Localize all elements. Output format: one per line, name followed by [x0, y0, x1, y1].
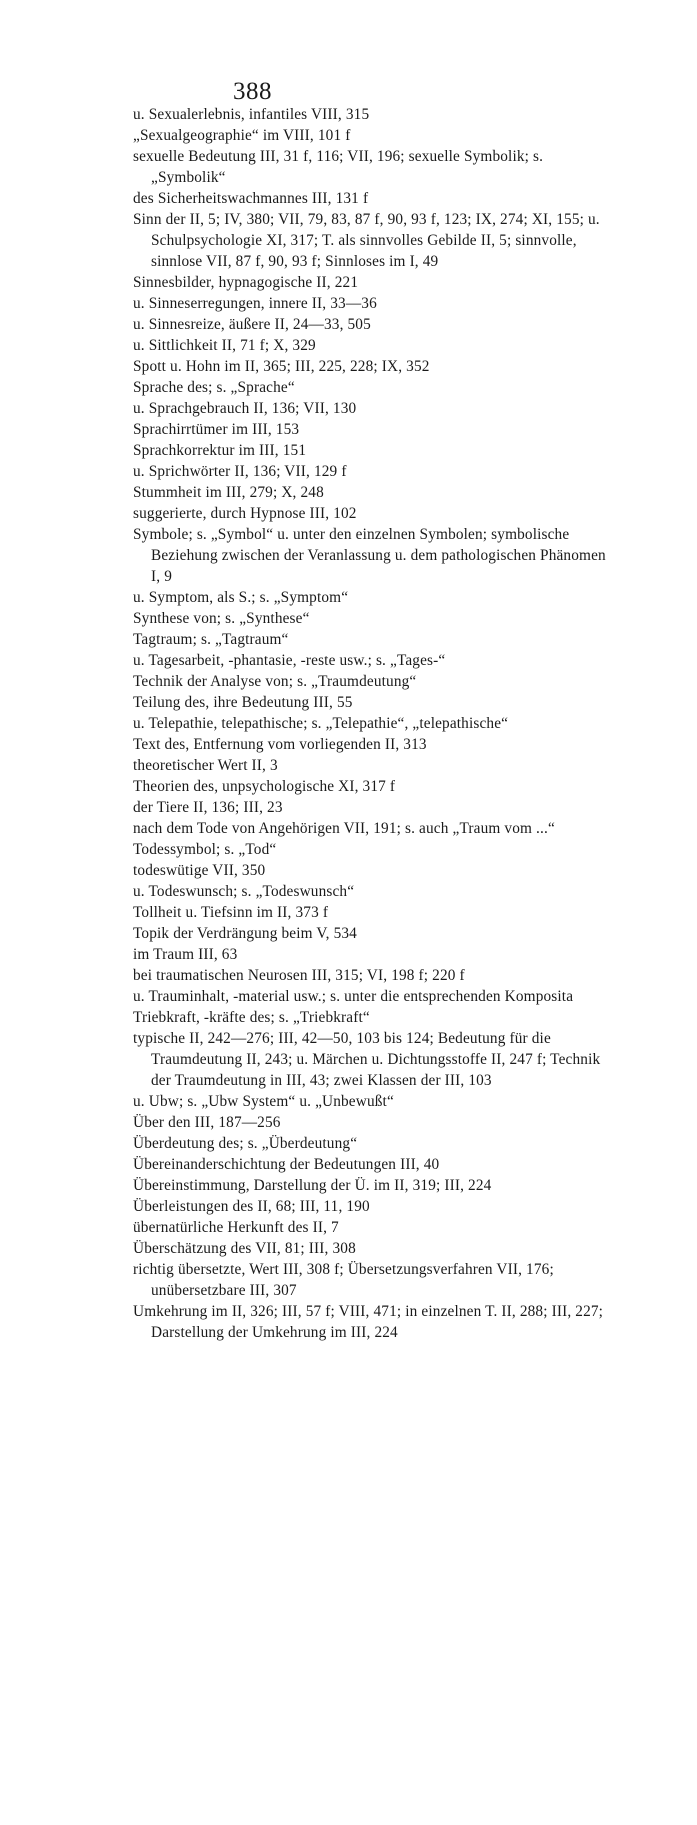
index-entry: bei traumatischen Neurosen III, 315; VI, 198 f; 220 f: [133, 967, 465, 984]
index-entry: Stummheit im III, 279; X, 248: [133, 484, 324, 501]
index-entry: Technik der Analyse von; s. „Traumdeutung“: [133, 673, 417, 690]
index-entry: u. Ubw; s. „Ubw System“ u. „Unbewußt“: [133, 1093, 394, 1110]
index-entry: Tollheit u. Tiefsinn im II, 373 f: [133, 904, 329, 921]
index-entry: Über den III, 187—256: [133, 1114, 281, 1131]
index-entry: Text des, Entfernung vom vorliegenden II, 313: [133, 736, 427, 753]
index-entry: u. Telepathie, telepathische; s. „Telepathie“, „telepathische“: [133, 715, 509, 732]
index-entry: Symbole; s. „Symbol“ u. unter den einzelnen Symbolen; symbolische Beziehung zwischen der Veranlassung u. dem pathologischen Phänomen I, 9: [133, 526, 606, 585]
index-entry: sexuelle Bedeutung III, 31 f, 116; VII, 196; sexuelle Symbolik; s. „Symbolik“: [133, 148, 544, 186]
index-entry: Topik der Verdrängung beim V, 534: [133, 925, 357, 942]
index-entry: Überdeutung des; s. „Überdeutung“: [133, 1135, 358, 1152]
index-entry: Übereinstimmung, Darstellung der Ü. im II, 319; III, 224: [133, 1177, 492, 1194]
index-entry: Todessymbol; s. „Tod“: [133, 841, 277, 858]
index-entry-list: [133, 104, 611, 1343]
index-entry: Teilung des, ihre Bedeutung III, 55: [133, 694, 353, 711]
index-entry: todeswütige VII, 350: [133, 862, 266, 879]
index-entry: Theorien des, unpsychologische XI, 317 f: [133, 778, 396, 795]
index-entry: richtig übersetzte, Wert III, 308 f; Übersetzungsverfahren VII, 176; unübersetzbare III, 307: [133, 1261, 554, 1299]
index-entry: Triebkraft, -kräfte des; s. „Triebkraft“: [133, 1009, 370, 1026]
index-entry: des Sicherheitswachmannes III, 131 f: [133, 190, 369, 207]
index-entry: u. Sexualerlebnis, infantiles VIII, 315: [133, 106, 370, 123]
index-entry: Spott u. Hohn im II, 365; III, 225, 228; IX, 352: [133, 358, 430, 375]
index-entry: der Tiere II, 136; III, 23: [133, 799, 283, 816]
index-entry: u. Sprachgebrauch II, 136; VII, 130: [133, 400, 357, 417]
index-entry: Synthese von; s. „Synthese“: [133, 610, 310, 627]
index-entry: übernatürliche Herkunft des II, 7: [133, 1219, 339, 1236]
index-entry: Sinnesbilder, hypnagogische II, 221: [133, 274, 359, 291]
index-entry: Überleistungen des II, 68; III, 11, 190: [133, 1198, 370, 1215]
index-entry: u. Sittlichkeit II, 71 f; X, 329: [133, 337, 316, 354]
index-entry: Sprachkorrektur im III, 151: [133, 442, 307, 459]
index-entry: u. Trauminhalt, -material usw.; s. unter die entsprechenden Komposita: [133, 988, 574, 1005]
index-entry: Sprache des; s. „Sprache“: [133, 379, 295, 396]
index-entry: theoretischer Wert II, 3: [133, 757, 278, 774]
index-entry: „Sexualgeographie“ im VIII, 101 f: [133, 127, 351, 144]
page-number: 388: [233, 78, 272, 105]
index-entry: suggerierte, durch Hypnose III, 102: [133, 505, 357, 522]
index-entry: u. Todeswunsch; s. „Todeswunsch“: [133, 883, 355, 900]
index-entry: Sprachirrtümer im III, 153: [133, 421, 300, 438]
index-entry: Übereinanderschichtung der Bedeutungen III, 40: [133, 1156, 440, 1173]
index-entry: Tagtraum; s. „Tagtraum“: [133, 631, 289, 648]
index-entry: Umkehrung im II, 326; III, 57 f; VIII, 471; in einzelnen T. II, 288; III, 227; Darstellung der Umkehrung im III, 224: [133, 1303, 604, 1341]
index-entry: u. Symptom, als S.; s. „Symptom“: [133, 589, 349, 606]
index-entry: u. Sinneserregungen, innere II, 33—36: [133, 295, 377, 312]
index-entry: Überschätzung des VII, 81; III, 308: [133, 1240, 356, 1257]
index-entry: u. Tagesarbeit, -phantasie, -reste usw.; s. „Tages-“: [133, 652, 446, 669]
index-entry: typische II, 242—276; III, 42—50, 103 bis 124; Bedeutung für die Traumdeutung II, 243; u. Märchen u. Dichtungsstoffe II, 247 f; Technik der Traumdeutung in III, 43; zwei Klassen der III, 103: [133, 1030, 601, 1089]
index-entry: Sinn der II, 5; IV, 380; VII, 79, 83, 87 f, 90, 93 f, 123; IX, 274; XI, 155; u. Schulpsychologie XI, 317; T. als sinnvolles Gebilde II, 5; sinnvolle, sinnlose VII, 87 f, 90, 93 f; Sinnloses im I, 49: [133, 211, 600, 270]
index-entry: im Traum III, 63: [133, 946, 238, 963]
index-entry: nach dem Tode von Angehörigen VII, 191; s. auch „Traum vom ...“: [133, 820, 555, 837]
index-entry: u. Sinnesreize, äußere II, 24—33, 505: [133, 316, 371, 333]
index-entry: u. Sprichwörter II, 136; VII, 129 f: [133, 463, 347, 480]
